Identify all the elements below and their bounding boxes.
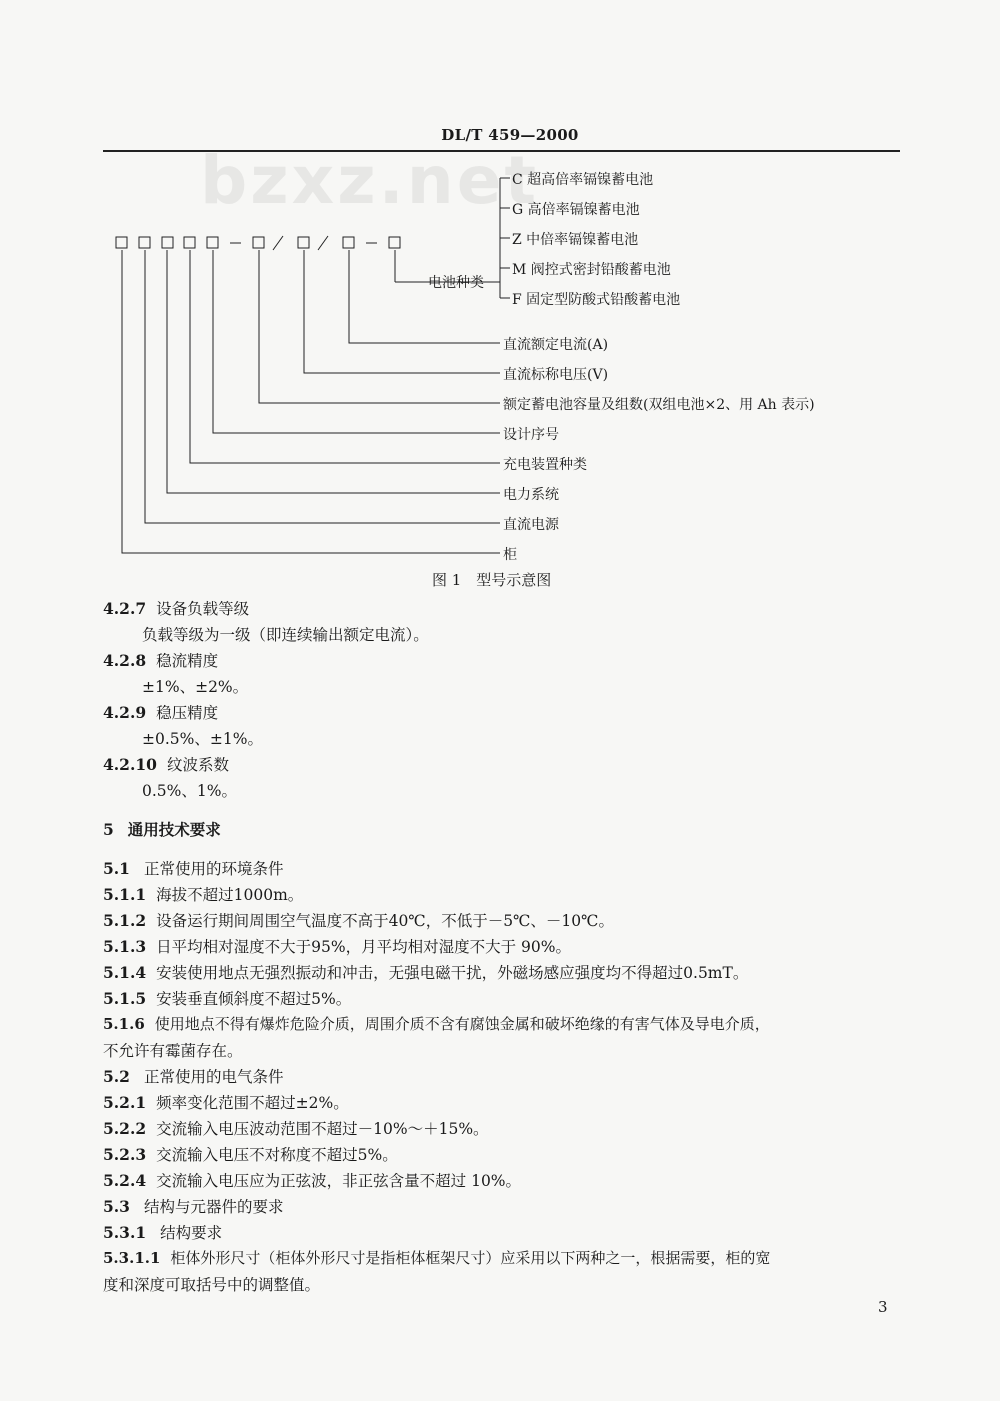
code-box bbox=[207, 237, 218, 248]
paragraph: 使用地点不得有爆炸危险介质，周围介质不含有腐蚀金属和破坏绝缘的有害气体及导电介质， bbox=[154, 1015, 770, 1033]
section-5-2-3 bbox=[103, 1143, 398, 1165]
section-number: 5.1.1 bbox=[103, 885, 147, 904]
battery-type-f: F 固定型防酸式铅酸蓄电池 bbox=[512, 292, 681, 308]
page-number: 3 bbox=[878, 1298, 888, 1316]
section-number: 4.2.8 bbox=[103, 651, 147, 670]
section-title: 设备负载等级 bbox=[156, 600, 250, 618]
code-box bbox=[298, 237, 309, 248]
field-charger-type: 充电装置种类 bbox=[503, 457, 587, 473]
code-box bbox=[389, 237, 400, 248]
section-number: 5.1.2 bbox=[103, 911, 147, 930]
section-number: 5.1.5 bbox=[103, 989, 147, 1008]
section-5-2-2 bbox=[103, 1117, 489, 1139]
section-5-1-3 bbox=[103, 935, 571, 957]
slash-separator bbox=[273, 236, 283, 250]
battery-type-label: 电池种类 bbox=[428, 275, 484, 291]
paragraph-continuation: 不允许有霉菌存在。 bbox=[103, 1042, 243, 1060]
paragraph: ±1%、±2%。 bbox=[142, 678, 249, 696]
section-5-1-6 bbox=[103, 1013, 770, 1034]
field-design-serial: 设计序号 bbox=[503, 427, 559, 443]
section-5-3 bbox=[103, 1195, 283, 1217]
section-title: 正常使用的环境条件 bbox=[143, 860, 284, 878]
paragraph: 设备运行期间周围空气温度不高于40℃，不低于－5℃、－10℃。 bbox=[156, 912, 614, 930]
section-5-1-2 bbox=[103, 909, 614, 931]
section-number: 5.2.3 bbox=[103, 1145, 147, 1164]
section-number: 5.2.4 bbox=[103, 1171, 147, 1190]
paragraph: 海拔不超过1000m。 bbox=[156, 886, 304, 904]
paragraph: 交流输入电压波动范围不超过－10%～＋15%。 bbox=[156, 1120, 489, 1138]
section-number: 5.3 bbox=[103, 1197, 130, 1216]
code-box bbox=[343, 237, 354, 248]
section-5-2-1 bbox=[103, 1091, 349, 1113]
section-5-1-4 bbox=[103, 961, 748, 983]
section-4-2-9 bbox=[103, 701, 218, 723]
code-box bbox=[116, 237, 127, 248]
section-number: 4.2.9 bbox=[103, 703, 147, 722]
section-number: 4.2.7 bbox=[103, 599, 147, 618]
code-box bbox=[184, 237, 195, 248]
section-number: 5.1.4 bbox=[103, 963, 147, 982]
section-4-2-8 bbox=[103, 649, 218, 671]
paragraph-continuation: 度和深度可取括号中的调整值。 bbox=[103, 1276, 321, 1294]
figure-caption: 图 1 型号示意图 bbox=[432, 571, 552, 589]
paragraph: 安装使用地点无强烈振动和冲击，无强电磁干扰，外磁场感应强度均不得超过0.5mT。 bbox=[156, 964, 749, 982]
paragraph: 0.5%、1%。 bbox=[142, 782, 237, 800]
battery-type-z: Z 中倍率镉镍蓄电池 bbox=[512, 232, 639, 248]
battery-type-m: M 阀控式密封铅酸蓄电池 bbox=[512, 262, 671, 278]
field-battery-capacity: 额定蓄电池容量及组数(双组电池×2、用 Ah 表示) bbox=[503, 397, 815, 413]
section-number: 5.2.1 bbox=[103, 1093, 147, 1112]
section-5-1 bbox=[103, 857, 283, 879]
field-dc-power: 直流电源 bbox=[503, 517, 559, 533]
paragraph: 安装垂直倾斜度不超过5%。 bbox=[156, 990, 352, 1008]
paragraph: 交流输入电压应为正弦波，非正弦含量不超过 10%。 bbox=[156, 1172, 522, 1190]
standard-code: DL/T 459—2000 bbox=[441, 126, 579, 144]
paragraph: 频率变化范围不超过±2%。 bbox=[156, 1094, 349, 1112]
field-cabinet: 柜 bbox=[503, 547, 517, 563]
section-number: 4.2.10 bbox=[103, 755, 157, 774]
battery-type-c: C 超高倍率镉镍蓄电池 bbox=[512, 172, 654, 188]
section-title: 稳压精度 bbox=[156, 704, 219, 722]
code-box bbox=[253, 237, 264, 248]
section-title: 结构与元器件的要求 bbox=[143, 1198, 284, 1216]
section-number: 5.3.1.1 bbox=[103, 1249, 161, 1267]
watermark: bzxz.net bbox=[200, 142, 540, 219]
section-5-3-1-1 bbox=[103, 1247, 770, 1268]
field-power-system: 电力系统 bbox=[503, 487, 559, 503]
section-title: 纹波系数 bbox=[166, 756, 229, 774]
section-number: 5.3.1 bbox=[103, 1223, 147, 1242]
section-number: 5.1.6 bbox=[103, 1015, 145, 1033]
code-box bbox=[162, 237, 173, 248]
section-title: 结构要求 bbox=[160, 1224, 223, 1242]
paragraph: ±0.5%、±1%。 bbox=[142, 730, 263, 748]
section-title: 稳流精度 bbox=[156, 652, 219, 670]
section-number: 5.2 bbox=[103, 1067, 130, 1086]
model-number-diagram bbox=[0, 160, 1000, 580]
paragraph: 日平均相对湿度不大于95%，月平均相对湿度不大于 90%。 bbox=[156, 938, 571, 956]
section-number: 5.1 bbox=[103, 859, 130, 878]
paragraph: 交流输入电压不对称度不超过5%。 bbox=[156, 1146, 398, 1164]
battery-type-g: G 高倍率镉镍蓄电池 bbox=[512, 202, 640, 218]
paragraph: 柜体外形尺寸（柜体外形尺寸是指柜体框架尺寸）应采用以下两种之一，根据需要，柜的宽 bbox=[170, 1249, 771, 1267]
section-title: 通用技术要求 bbox=[127, 820, 221, 839]
section-title: 正常使用的电气条件 bbox=[143, 1068, 284, 1086]
chapter-5-heading bbox=[103, 818, 221, 840]
section-5-2-4 bbox=[103, 1169, 521, 1191]
slash-separator bbox=[318, 236, 328, 250]
code-box bbox=[139, 237, 150, 248]
section-number: 5 bbox=[103, 820, 114, 839]
field-dc-rated-current: 直流额定电流(A) bbox=[503, 337, 609, 353]
section-4-2-7 bbox=[103, 597, 249, 619]
section-5-1-1 bbox=[103, 883, 303, 905]
section-5-1-5 bbox=[103, 987, 351, 1009]
paragraph: 负载等级为一级（即连续输出额定电流）。 bbox=[142, 626, 429, 644]
section-5-2 bbox=[103, 1065, 283, 1087]
section-number: 5.2.2 bbox=[103, 1119, 147, 1138]
section-5-3-1 bbox=[103, 1221, 222, 1243]
section-4-2-10 bbox=[103, 753, 229, 775]
section-number: 5.1.3 bbox=[103, 937, 147, 956]
field-dc-nominal-voltage: 直流标称电压(V) bbox=[503, 367, 609, 383]
